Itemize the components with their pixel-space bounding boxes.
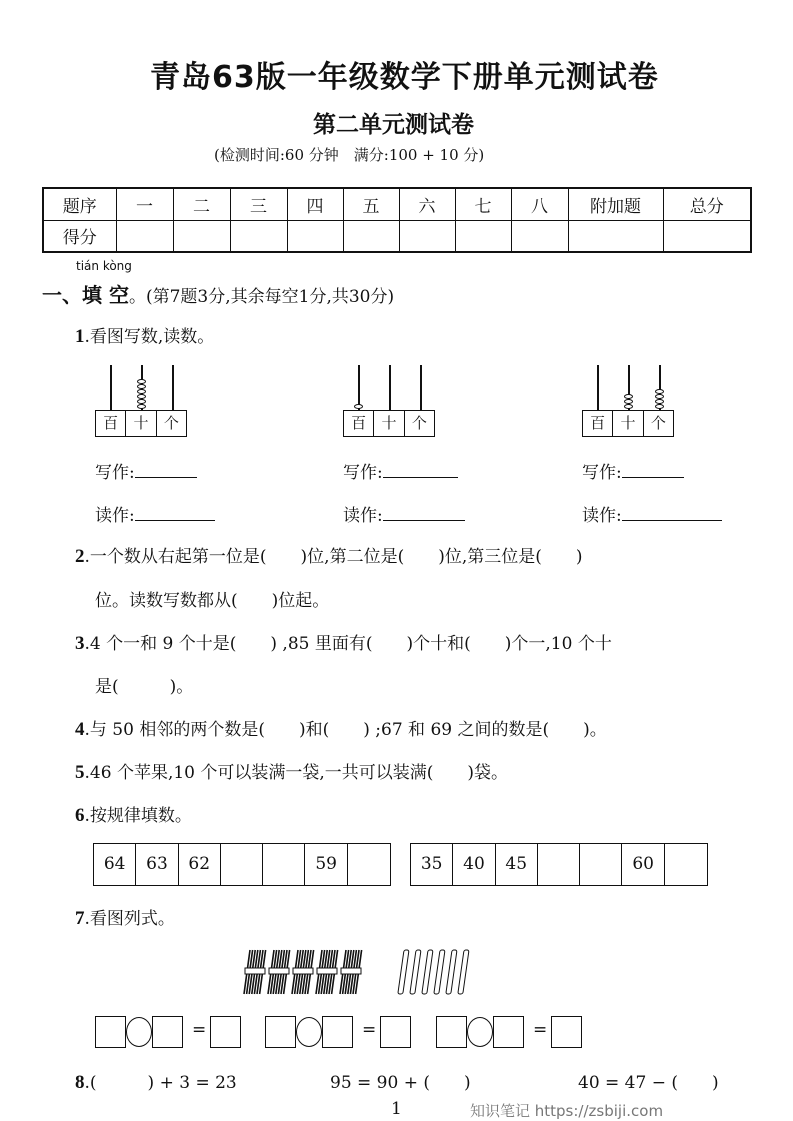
sequence-blank[interactable] <box>221 844 263 885</box>
stick-bundle <box>340 950 362 994</box>
sequence-2 <box>410 843 708 886</box>
place-label: 十 <box>126 411 156 436</box>
answer-box[interactable] <box>551 1016 582 1048</box>
abacus-bead <box>624 394 633 399</box>
question-8b: 95 = 90 + ( ) <box>330 1073 471 1093</box>
stick-bundle <box>244 950 266 994</box>
question-7: 7.看图列式。 <box>75 908 175 929</box>
sequence-1 <box>93 843 391 886</box>
table-header-cell: 附加题 <box>568 188 663 220</box>
single-stick <box>422 950 433 994</box>
place-label: 个 <box>163 414 179 432</box>
question-3: 3.4 个一和 9 个十是( ) ,85 里面有( )个十和( )个一,10 个十 <box>75 633 612 654</box>
page-number: 1 <box>391 1099 402 1119</box>
section-title: 一、填 空 <box>42 283 129 307</box>
read-label: 读作: <box>343 501 465 526</box>
table-header-cell: 题序 <box>43 188 116 220</box>
abacus-bead <box>137 394 146 399</box>
operator-circle[interactable] <box>126 1017 152 1047</box>
answer-box[interactable] <box>265 1016 296 1048</box>
sequence-blank[interactable] <box>263 844 305 885</box>
score-cell <box>399 220 455 252</box>
abacus-rod <box>597 365 599 410</box>
question-3-cont: 是( )。 <box>95 677 194 697</box>
sequence-blank[interactable] <box>580 844 622 885</box>
section-note: 。(第7题3分,其余每空1分,共30分) <box>128 287 395 307</box>
sequence-cell: 45 <box>496 844 538 885</box>
abacus-bead <box>137 379 146 384</box>
score-cell <box>663 220 751 252</box>
equals-sign: = <box>362 1020 377 1040</box>
pinyin: tián kòng <box>76 259 132 273</box>
abacus-rod <box>172 365 174 410</box>
read-label: 读作: <box>582 501 722 526</box>
sequence-cell: 59 <box>305 844 347 885</box>
sequence-blank[interactable] <box>538 844 580 885</box>
score-cell <box>455 220 511 252</box>
abacus-bead <box>137 399 146 404</box>
sequence-cell: 64 <box>94 844 136 885</box>
score-cell <box>343 220 399 252</box>
abacus-bead <box>624 399 633 404</box>
score-cell <box>568 220 663 252</box>
place-label: 十 <box>613 411 643 436</box>
place-label: 百 <box>344 411 374 436</box>
answer-box[interactable] <box>322 1016 353 1048</box>
sequence-cell: 35 <box>411 844 453 885</box>
abacus-bead <box>354 404 363 409</box>
abacus-rod <box>110 365 112 410</box>
single-stick <box>434 950 445 994</box>
exam-info: (检测时间:60 分钟 满分:100 + 10 分) <box>214 146 485 164</box>
score-cell <box>116 220 173 252</box>
stick-bundle <box>268 950 290 994</box>
score-cell <box>511 220 568 252</box>
question-8: 8.( ) + 3 = 23 <box>75 1072 237 1093</box>
table-header-cell: 五 <box>343 188 399 220</box>
single-stick <box>398 950 409 994</box>
answer-box[interactable] <box>210 1016 241 1048</box>
question-6: 6.按规律填数。 <box>75 805 192 826</box>
place-label: 百 <box>583 411 613 436</box>
watermark: 知识笔记 https://zsbiji.com <box>470 1102 664 1120</box>
single-stick <box>446 950 457 994</box>
question-4: 4.与 50 相邻的两个数是( )和( ) ;67 和 69 之间的数是( )。 <box>75 719 607 740</box>
score-table <box>42 187 752 253</box>
place-label: 百 <box>96 411 126 436</box>
question-1: 1.看图写数,读数。 <box>75 326 215 347</box>
abacus-bead <box>655 394 664 399</box>
sequence-cell: 63 <box>136 844 178 885</box>
abacus-bead <box>137 389 146 394</box>
read-label: 读作: <box>95 501 215 526</box>
place-label: 个 <box>650 414 666 432</box>
table-header-cell: 三 <box>230 188 287 220</box>
answer-box[interactable] <box>436 1016 467 1048</box>
table-header-cell: 四 <box>287 188 343 220</box>
operator-circle[interactable] <box>467 1017 493 1047</box>
answer-box[interactable] <box>152 1016 183 1048</box>
sticks-picture <box>240 948 480 996</box>
question-5: 5.46 个苹果,10 个可以装满一袋,一共可以装满( )袋。 <box>75 762 509 783</box>
score-cell <box>230 220 287 252</box>
table-header-cell: 七 <box>455 188 511 220</box>
subtitle: 第二单元测试卷 <box>313 112 474 138</box>
sequence-blank[interactable] <box>348 844 390 885</box>
write-label: 写作: <box>582 458 684 483</box>
sequence-blank[interactable] <box>665 844 707 885</box>
question-2-cont: 位。读数写数都从( )位起。 <box>95 591 330 611</box>
table-header-cell: 八 <box>511 188 568 220</box>
answer-box[interactable] <box>380 1016 411 1048</box>
write-label: 写作: <box>95 458 197 483</box>
abacus-bead <box>624 404 633 409</box>
table-header-cell: 总分 <box>663 188 751 220</box>
table-header-cell: 一 <box>116 188 173 220</box>
abacus-rod <box>420 365 422 410</box>
table-header-cell: 二 <box>173 188 230 220</box>
table-header-cell: 六 <box>399 188 455 220</box>
abacus-bead <box>137 404 146 409</box>
stick-bundle <box>292 950 314 994</box>
place-label: 十 <box>374 411 404 436</box>
single-stick <box>410 950 421 994</box>
question-2: 2.一个数从右起第一位是( )位,第二位是( )位,第三位是( ) <box>75 546 583 567</box>
abacus-bead <box>137 384 146 389</box>
answer-box[interactable] <box>95 1016 126 1048</box>
abacus-bead <box>655 399 664 404</box>
answer-box[interactable] <box>493 1016 524 1048</box>
sequence-cell: 40 <box>453 844 495 885</box>
row-label: 得分 <box>43 220 116 252</box>
write-label: 写作: <box>343 458 458 483</box>
operator-circle[interactable] <box>296 1017 322 1047</box>
place-label: 个 <box>411 414 427 432</box>
score-cell <box>287 220 343 252</box>
abacus-rod <box>389 365 391 410</box>
abacus-bead <box>655 389 664 394</box>
stick-bundle <box>316 950 338 994</box>
section-heading <box>42 279 394 308</box>
equals-sign: = <box>192 1020 207 1040</box>
score-cell <box>173 220 230 252</box>
question-8c: 40 = 47 − ( ) <box>578 1073 719 1093</box>
page-title: 青岛63版一年级数学下册单元测试卷 <box>150 60 659 95</box>
abacus-bead <box>655 404 664 409</box>
single-stick <box>458 950 469 994</box>
sequence-cell: 60 <box>622 844 664 885</box>
sequence-cell: 62 <box>179 844 221 885</box>
equals-sign: = <box>533 1020 548 1040</box>
